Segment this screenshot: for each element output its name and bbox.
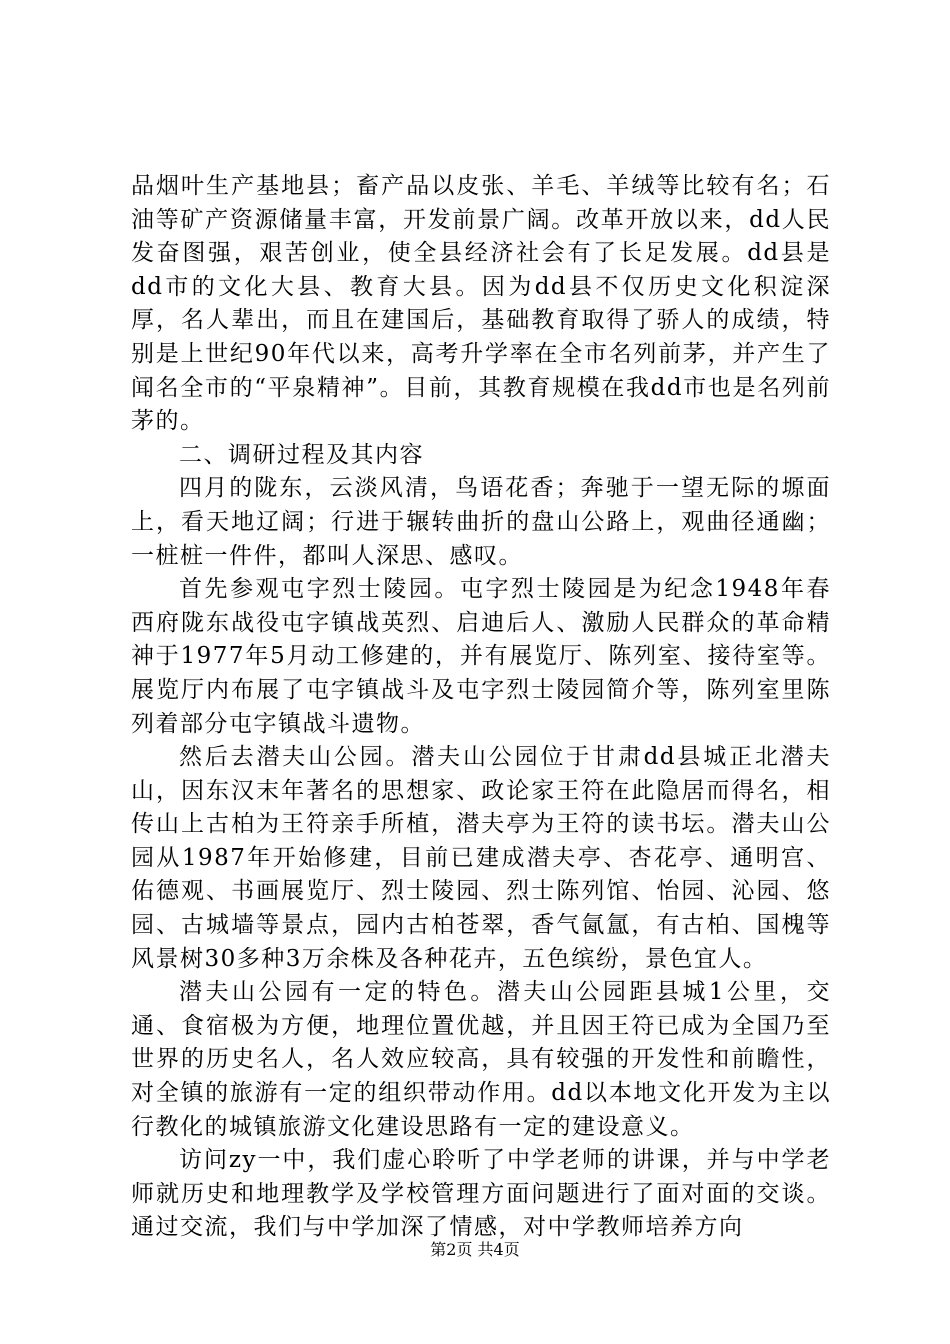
paragraph: 潜夫山公园有一定的特色。潜夫山公园距县城1公里，交通、食宿极为方便，地理位置优越，并且因王符已成为全国乃至世界的历史名人，名人效应较高，具有较强的开发性和前瞻性，对全镇的旅游有一定的组织带动作用。dd以本地文化开发为主以行教化的城镇旅游文化建设思路有一定的建设意义。 [131,979,831,1140]
page-footer: 第2页 共4页 [430,1240,520,1259]
paragraph: 首先参观屯字烈士陵园。屯字烈士陵园是为纪念1948年春西府陇东战役屯字镇战英烈、启迪后人、激励人民群众的革命精神于1977年5月动工修建的，并有展览厅、陈列室、接待室等。展览厅内布展了屯字镇战斗及屯字烈士陵园简介等，陈列室里陈列着部分屯字镇战斗遗物。 [131,576,831,737]
paragraph-continued: 品烟叶生产基地县；畜产品以皮张、羊毛、羊绒等比较有名；石油等矿产资源储量丰富，开发前景广阔。改革开放以来，dd人民发奋图强，艰苦创业，使全县经济社会有了长足发展。dd县是dd市的文化大县、教育大县。因为dd县不仅历史文化积淀深厚，名人辈出，而且在建国后，基础教育取得了骄人的成绩，特别是上世纪90年代以来，高考升学率在全市名列前茅，并产生了闻名全市的“平泉精神”。目前，其教育规模在我dd市也是名列前茅的。 [131,173,831,435]
section-heading: 二、调研过程及其内容 [179,441,424,468]
paragraph: 四月的陇东，云淡风清，鸟语花香；奔驰于一望无际的塬面上，看天地辽阔；行进于辗转曲折的盘山公路上，观曲径通幽；一桩桩一件件，都叫人深思、感叹。 [131,475,831,569]
paragraph: 然后去潜夫山公园。潜夫山公园位于甘肃dd县城正北潜夫山，因东汉末年著名的思想家、政论家王符在此隐居而得名，相传山上古柏为王符亲手所植，潜夫亭为王符的读书坛。潜夫山公园从1987年开始修建，目前已建成潜夫亭、杏花亭、通明宫、佑德观、书画展览厅、烈士陵园、烈士陈列馆、怡园、沁园、悠园、古城墙等景点，园内古柏苍翠，香气氤氲，有古柏、国槐等风景树30多种3万余株及各种花卉，五色缤纷，景色宜人。 [131,744,831,972]
document-body [131,170,831,1245]
paragraph: 访问zy一中，我们虚心聆听了中学老师的讲课，并与中学老师就历史和地理教学及学校管理方面问题进行了面对面的交谈。通过交流，我们与中学加深了情感，对中学教师培养方向 [131,1147,831,1241]
